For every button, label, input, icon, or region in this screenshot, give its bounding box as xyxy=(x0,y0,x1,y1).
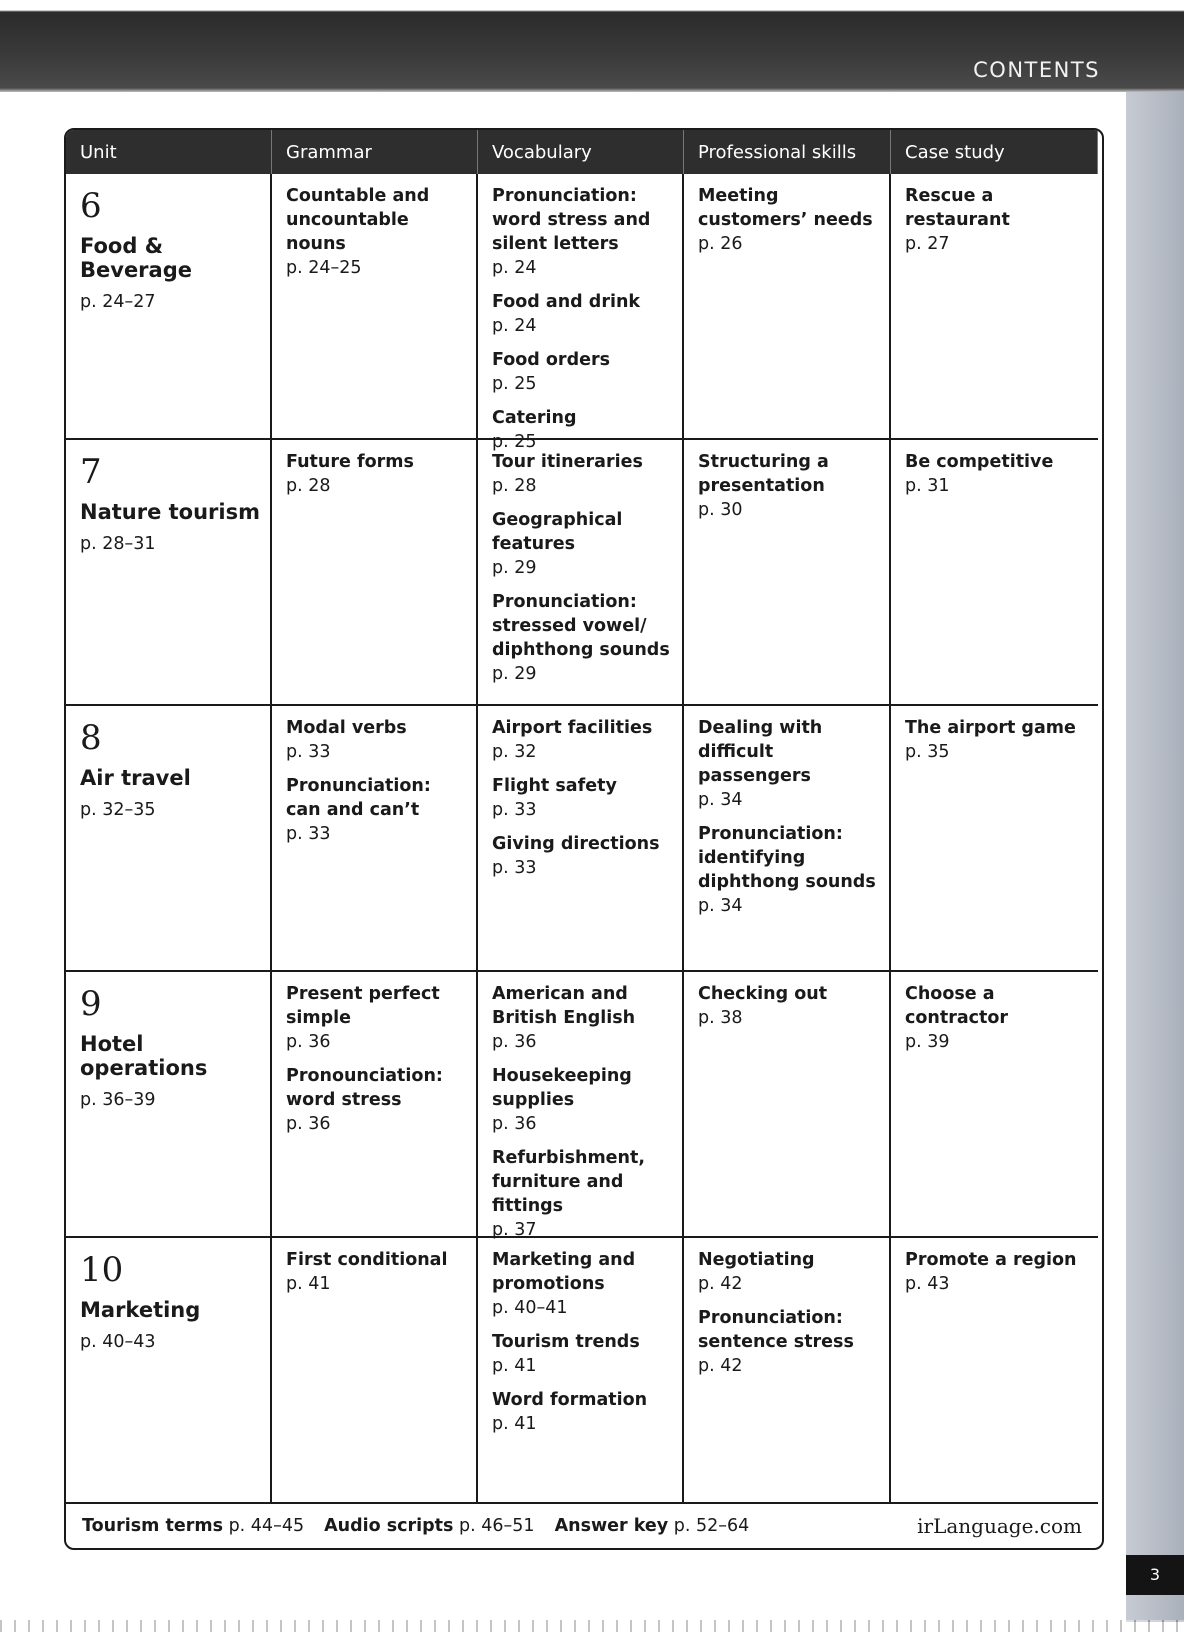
vocabulary-cell xyxy=(478,1238,684,1504)
skills-cell xyxy=(684,1238,891,1504)
skills-entry xyxy=(698,450,879,522)
grammar-cell xyxy=(272,1238,478,1504)
vocabulary-entry xyxy=(492,1388,672,1436)
unit-cell xyxy=(66,1238,272,1504)
column-header-case-study: Case study xyxy=(891,130,1098,174)
vocabulary-entry xyxy=(492,1248,672,1320)
vocabulary-entry xyxy=(492,716,672,764)
entry-title: Giving directions xyxy=(492,834,660,854)
page-bottom-edge xyxy=(0,1620,1184,1632)
entry-page: p. 31 xyxy=(905,476,950,496)
entry-page: p. 26 xyxy=(698,234,743,254)
column-header-unit: Unit xyxy=(66,130,272,174)
entry-page: p. 37 xyxy=(492,1220,537,1240)
case-entry xyxy=(905,982,1088,1054)
unit-cell xyxy=(66,706,272,972)
vocabulary-entry xyxy=(492,1064,672,1136)
grammar-entry xyxy=(286,774,466,846)
case-cell xyxy=(891,1238,1098,1504)
vocabulary-entry xyxy=(492,450,672,498)
case-cell xyxy=(891,706,1098,972)
skills-entry xyxy=(698,716,879,812)
skills-entry xyxy=(698,1306,879,1378)
entry-page: p. 38 xyxy=(698,1008,743,1028)
entry-page: p. 43 xyxy=(905,1274,950,1294)
entry-page: p. 29 xyxy=(492,664,537,684)
vocabulary-entry xyxy=(492,348,672,396)
unit-cell xyxy=(66,440,272,706)
unit-pages: p. 32–35 xyxy=(80,800,156,820)
column-header-vocabulary: Vocabulary xyxy=(478,130,684,174)
entry-title: Promote a region xyxy=(905,1250,1077,1270)
entry-title: Word formation xyxy=(492,1390,648,1410)
unit-number: 8 xyxy=(80,718,102,758)
entry-title: Choose a contractor xyxy=(905,984,1009,1028)
entry-page: p. 33 xyxy=(492,800,537,820)
entry-title: Meeting customers’ needs xyxy=(698,186,873,230)
unit-title: Hotel operations xyxy=(80,1032,208,1080)
footer-item-label: Tourism terms xyxy=(82,1516,223,1536)
unit-title: Nature tourism xyxy=(80,500,260,524)
entry-page: p. 28 xyxy=(492,476,537,496)
grammar-cell xyxy=(272,174,478,440)
entry-page: p. 27 xyxy=(905,234,950,254)
entry-page: p. 25 xyxy=(492,374,537,394)
grammar-cell xyxy=(272,706,478,972)
case-entry xyxy=(905,184,1088,256)
grammar-entry xyxy=(286,1248,466,1296)
skills-entry xyxy=(698,822,879,918)
footer-item-page: p. 44–45 xyxy=(228,1516,305,1536)
grammar-entry xyxy=(286,450,466,498)
entry-title: Food orders xyxy=(492,350,611,370)
entry-title: Flight safety xyxy=(492,776,617,796)
case-entry xyxy=(905,716,1088,764)
skills-cell xyxy=(684,972,891,1238)
entry-title: First conditional xyxy=(286,1250,448,1270)
vocabulary-cell xyxy=(478,972,684,1238)
skills-cell xyxy=(684,440,891,706)
entry-page: p. 32 xyxy=(492,742,537,762)
unit-number: 7 xyxy=(80,452,102,492)
table-footer xyxy=(66,1504,1098,1548)
entry-page: p. 34 xyxy=(698,896,743,916)
entry-title: Tourism trends xyxy=(492,1332,640,1352)
entry-title: The airport game xyxy=(905,718,1076,738)
entry-page: p. 25 xyxy=(492,432,537,452)
entry-title: American and British English xyxy=(492,984,636,1028)
entry-title: Checking out xyxy=(698,984,828,1004)
entry-title: Negotiating xyxy=(698,1250,815,1270)
vocabulary-entry xyxy=(492,774,672,822)
footer-item-label: Audio scripts xyxy=(324,1516,454,1536)
grammar-entry xyxy=(286,982,466,1054)
entry-page: p. 36 xyxy=(286,1114,331,1134)
entry-page: p. 36 xyxy=(286,1032,331,1052)
entry-page: p. 28 xyxy=(286,476,331,496)
entry-title: Modal verbs xyxy=(286,718,407,738)
unit-number: 6 xyxy=(80,186,102,226)
entry-title: Pronunciation: can and can’t xyxy=(286,776,431,820)
entry-page: p. 30 xyxy=(698,500,743,520)
grammar-cell xyxy=(272,972,478,1238)
entry-title: Housekeeping supplies xyxy=(492,1066,632,1110)
vocabulary-cell xyxy=(478,440,684,706)
entry-page: p. 40–41 xyxy=(492,1298,568,1318)
case-cell xyxy=(891,174,1098,440)
entry-title: Future forms xyxy=(286,452,414,472)
entry-title: Geographical features xyxy=(492,510,623,554)
unit-pages: p. 24–27 xyxy=(80,292,156,312)
footer-item xyxy=(324,1516,534,1536)
case-entry xyxy=(905,1248,1088,1296)
unit-title: Marketing xyxy=(80,1298,201,1322)
vocabulary-entry xyxy=(492,184,672,280)
skills-entry xyxy=(698,982,879,1030)
grammar-entry xyxy=(286,1064,466,1136)
vocabulary-entry xyxy=(492,832,672,880)
entry-page: p. 33 xyxy=(286,824,331,844)
footer-item-page: p. 46–51 xyxy=(459,1516,535,1536)
contents-table xyxy=(64,128,1104,1550)
entry-title: Dealing with difficult passengers xyxy=(698,718,823,786)
vocabulary-entry xyxy=(492,1146,672,1242)
entry-page: p. 34 xyxy=(698,790,743,810)
column-header-professional-skills: Professional skills xyxy=(684,130,891,174)
unit-title: Air travel xyxy=(80,766,191,790)
column-header-grammar: Grammar xyxy=(272,130,478,174)
vocabulary-entry xyxy=(492,590,672,686)
entry-page: p. 41 xyxy=(492,1414,537,1434)
entry-page: p. 42 xyxy=(698,1274,743,1294)
vocabulary-cell xyxy=(478,706,684,972)
footer-item xyxy=(82,1516,304,1536)
entry-page: p. 36 xyxy=(492,1114,537,1134)
case-cell xyxy=(891,972,1098,1238)
skills-cell xyxy=(684,706,891,972)
entry-page: p. 33 xyxy=(286,742,331,762)
entry-page: p. 41 xyxy=(286,1274,331,1294)
entry-title: Pronunciation: word stress and silent letters xyxy=(492,186,651,254)
page-edge-strip xyxy=(1126,92,1184,1622)
entry-title: Refurbishment, furniture and fittings xyxy=(492,1148,646,1216)
unit-number: 10 xyxy=(80,1250,124,1290)
entry-title: Pronunciation: sentence stress xyxy=(698,1308,854,1352)
unit-pages: p. 28–31 xyxy=(80,534,156,554)
entry-title: Food and drink xyxy=(492,292,641,312)
entry-page: p. 35 xyxy=(905,742,950,762)
entry-page: p. 24–25 xyxy=(286,258,362,278)
skills-cell xyxy=(684,174,891,440)
entry-title: Catering xyxy=(492,408,577,428)
section-title: CONTENTS xyxy=(973,58,1100,82)
grammar-entry xyxy=(286,184,466,280)
unit-cell xyxy=(66,174,272,440)
vocabulary-entry xyxy=(492,290,672,338)
entry-page: p. 41 xyxy=(492,1356,537,1376)
entry-title: Pronounciation: word stress xyxy=(286,1066,443,1110)
grammar-cell xyxy=(272,440,478,706)
entry-title: Tour itineraries xyxy=(492,452,643,472)
entry-page: p. 24 xyxy=(492,258,537,278)
grammar-entry xyxy=(286,716,466,764)
entry-page: p. 24 xyxy=(492,316,537,336)
vocabulary-entry xyxy=(492,1330,672,1378)
unit-title: Food & Beverage xyxy=(80,234,192,282)
entry-title: Marketing and promotions xyxy=(492,1250,636,1294)
vocabulary-entry xyxy=(492,508,672,580)
skills-entry xyxy=(698,1248,879,1296)
entry-page: p. 42 xyxy=(698,1356,743,1376)
entry-page: p. 33 xyxy=(492,858,537,878)
entry-title: Airport facilities xyxy=(492,718,653,738)
case-cell xyxy=(891,440,1098,706)
entry-title: Rescue a restaurant xyxy=(905,186,1010,230)
unit-pages: p. 40–43 xyxy=(80,1332,156,1352)
entry-page: p. 29 xyxy=(492,558,537,578)
unit-number: 9 xyxy=(80,984,102,1024)
entry-page: p. 39 xyxy=(905,1032,950,1052)
entry-title: Be competitive xyxy=(905,452,1054,472)
skills-entry xyxy=(698,184,879,256)
entry-title: Present perfect simple xyxy=(286,984,440,1028)
site-name: irLanguage.com xyxy=(917,1514,1082,1538)
entry-title: Countable and uncountable nouns xyxy=(286,186,430,254)
page-number: 3 xyxy=(1126,1555,1184,1595)
unit-pages: p. 36–39 xyxy=(80,1090,156,1110)
entry-title: Structuring a presentation xyxy=(698,452,829,496)
unit-cell xyxy=(66,972,272,1238)
footer-item-label: Answer key xyxy=(554,1516,669,1536)
entry-title: Pronunciation: identifying diphthong sounds xyxy=(698,824,876,892)
entry-page: p. 36 xyxy=(492,1032,537,1052)
vocabulary-cell xyxy=(478,174,684,452)
entry-title: Pronunciation: stressed vowel/ diphthong sounds xyxy=(492,592,670,660)
footer-item xyxy=(555,1516,750,1536)
footer-item-page: p. 52–64 xyxy=(673,1516,750,1536)
vocabulary-entry xyxy=(492,982,672,1054)
case-entry xyxy=(905,450,1088,498)
